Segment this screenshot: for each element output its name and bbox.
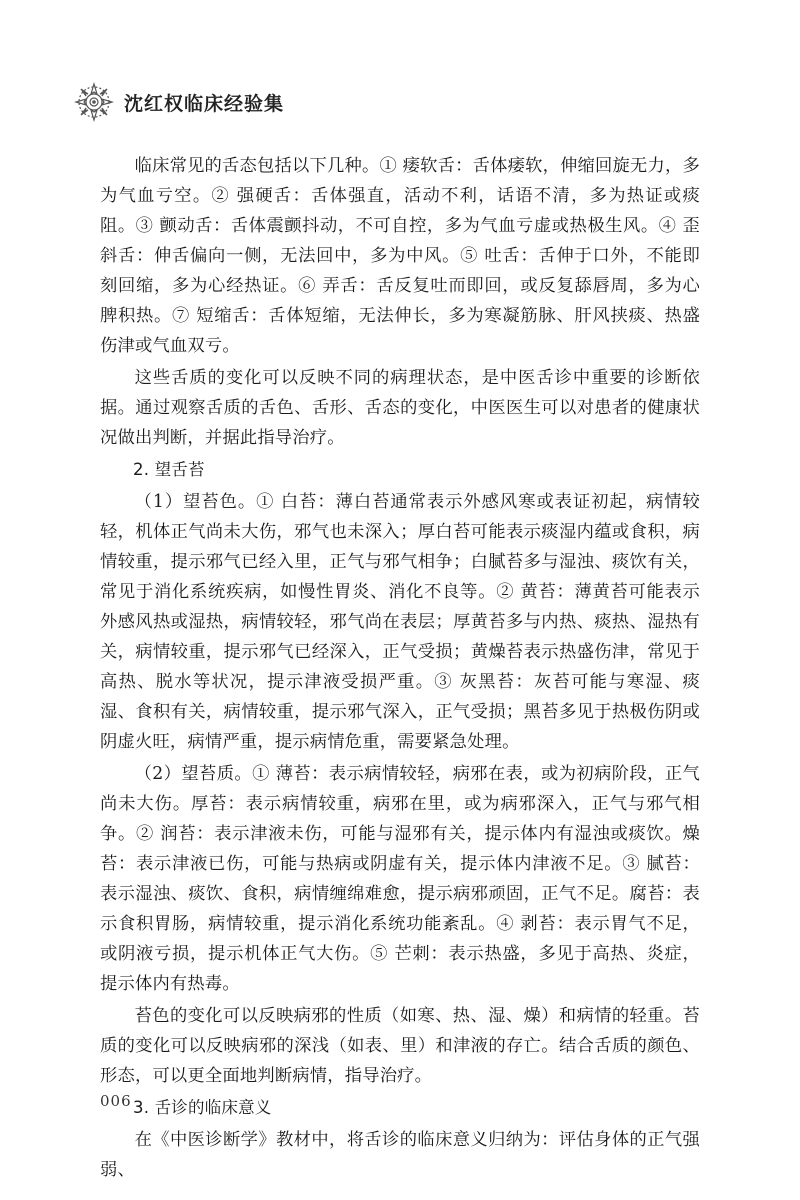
running-header [74, 82, 284, 122]
paragraph-coating-color: （1）望苔色。① 白苔：薄白苔通常表示外感风寒或表证初起，病情较轻，机体正气尚未大伤，邪气也未深入；厚白苔可能表示痰湿内蕴或食积，病情较重，提示邪气已经入里，正气与邪气相争；白腻苔多与湿浊、痰饮有关，常见于消化系统疾病，如慢性胃炎、消化不良等。② 黄苔：薄黄苔可能表示外感风热或湿热，病情较轻，邪气尚在表层；厚黄苔多与内热、痰热、湿热有关，病情较重，提示邪气已经深入，正气受损；黄燥苔表示热盛伤津，常见于高热、脱水等状况，提示津液受损严重。③ 灰黑苔：灰苔可能与寒湿、痰湿、食积有关，病情较重，提示邪气深入，正气受损；黑苔多见于热极伤阴或阴虚火旺，病情严重，提示病情危重，需要紧急处理。 [100, 492, 700, 752]
section-heading-clinical-significance: 3. 舌诊的临床意义 [133, 1098, 272, 1117]
ornamental-flower-icon [74, 82, 114, 122]
paragraph-clinical-significance: 在《中医诊断学》教材中，将舌诊的临床意义归纳为：评估身体的正气强弱、 [100, 1130, 700, 1180]
paragraph-tongue-movement: 临床常见的舌态包括以下几种。① 痿软舌：舌体痿软，伸缩回旋无力，多为气血亏空。② 强硬舌：舌体强直，活动不利，话语不清，多为热证或痰阻。③ 颤动舌：舌体震颤抖动，不可自控，多为气血亏虚或热极生风。④ 歪斜舌：伸舌偏向一侧，无法回中，多为中风。⑤ 吐舌：舌伸于口外，不能即刻回缩，多为心经热证。⑥ 弄舌：舌反复吐而即回，或反复舔唇周，多为心脾积热。⑦ 短缩舌：舌体短缩，无法伸长，多为寒凝筋脉、肝风挟痰、热盛伤津或气血双亏。 [100, 156, 700, 356]
paragraph-coating-texture: （2）望苔质。① 薄苔：表示病情较轻，病邪在表，或为初病阶段，正气尚未大伤。厚苔：表示病情较重，病邪在里，或为病邪深入，正气与邪气相争。② 润苔：表示津液未伤，可能与湿邪有关，提示体内有湿浊或痰饮。燥苔：表示津液已伤，可能与热病或阴虚有关，提示体内津液不足。③ 腻苔：表示湿浊、痰饮、食积，病情缠绵难愈，提示病邪顽固，正气不足。腐苔：表示食积胃肠，病情较重，提示消化系统功能紊乱。④ 剥苔：表示胃气不足，或阴液亏损，提示机体正气大伤。⑤ 芒刺：表示热盛，多见于高热、炎症，提示体内有热毒。 [100, 764, 700, 994]
page-number: 006 [100, 1092, 132, 1110]
book-title: 沈红权临床经验集 [124, 92, 285, 115]
paragraph-tongue-summary: 这些舌质的变化可以反映不同的病理状态，是中医舌诊中重要的诊断依据。通过观察舌质的舌色、舌形、舌态的变化，中医医生可以对患者的健康状况做出判断，并据此指导治疗。 [100, 368, 700, 448]
paragraph-coating-summary: 苔色的变化可以反映病邪的性质（如寒、热、湿、燥）和病情的轻重。苔质的变化可以反映病邪的深浅（如表、里）和津液的存亡。结合舌质的颜色、形态，可以更全面地判断病情，指导治疗。 [100, 1006, 700, 1086]
page-body [100, 151, 700, 1185]
section-heading-tongue-coating: 2. 望舌苔 [133, 460, 205, 479]
